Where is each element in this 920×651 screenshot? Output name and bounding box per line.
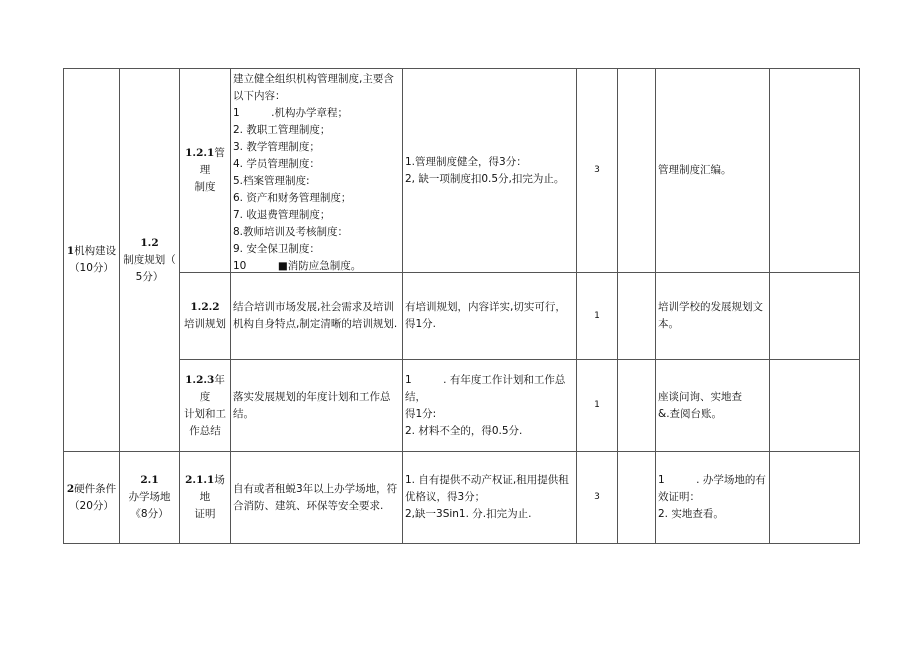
- item-code: 1.2.3: [185, 373, 215, 386]
- content-lines: [233, 71, 400, 271]
- item-name: 场地: [199, 474, 225, 503]
- evaluation-table: [63, 68, 860, 544]
- item-code: 1.2.1: [185, 147, 215, 159]
- method-cell: [656, 273, 770, 360]
- content-line: 以下内容：: [233, 90, 286, 102]
- criteria-cell: [403, 452, 577, 544]
- criteria-line: 优格议，得3分；: [405, 491, 486, 503]
- table-row: [64, 69, 860, 273]
- category-score: （10分）: [69, 262, 114, 274]
- content-line: 9. 安全保卫制度：: [233, 243, 320, 255]
- item-name: 管理: [199, 147, 225, 176]
- item-name: 年度: [199, 373, 225, 403]
- method-cell: [656, 452, 770, 544]
- subcategory-label: 制度规划（: [123, 253, 176, 266]
- subcategory-cell: [120, 452, 180, 544]
- content-line: 3. 教学管理制度；: [233, 141, 320, 153]
- content-line: 建立健全组织机构管理制度,主要含: [233, 73, 394, 85]
- criteria-cell: [403, 69, 577, 273]
- item-code: 2.1.1: [185, 474, 215, 486]
- subcategory-label: 办学场地: [128, 491, 171, 503]
- blank-cell: [618, 273, 656, 360]
- criteria-line: 得1分:: [405, 407, 437, 420]
- blank-cell: [618, 69, 656, 273]
- criteria-line: 1.管理制度健全，得3分：: [405, 155, 527, 168]
- method-line: 座谈问询、实地查: [658, 390, 742, 403]
- item-cell: [180, 452, 231, 544]
- criteria-line: 2, 缺一项制度扣0.5分,扣完为止。: [405, 172, 565, 185]
- content-text: 结合培训市场发展,社会需求及培训机构自身特点,制定清晰的培训规划.: [233, 301, 398, 330]
- subcategory-score: 5分）: [135, 270, 164, 283]
- blank-cell: [618, 452, 656, 544]
- table-row: [64, 360, 860, 452]
- content-line: 5.档案管理制度:: [233, 175, 310, 187]
- category-label: 机构建设: [74, 245, 117, 257]
- table-row: [64, 273, 860, 360]
- content-line: 10 ■消防应急制度。: [233, 260, 362, 271]
- content-line: 7. 收退费管理制度；: [233, 209, 331, 221]
- content-line: 8.教师培训及考核制度：: [233, 226, 349, 238]
- item-name-cont: 证明: [194, 508, 216, 520]
- subcategory-cell: [120, 69, 180, 452]
- method-text: 培训学校的发展规划文本。: [658, 301, 763, 330]
- blank-cell: [618, 360, 656, 452]
- criteria-text: 有培训规划，内容详实,切实可行，得1分.: [405, 301, 566, 330]
- item-name-cont: 制度: [194, 181, 216, 193]
- item-name: 培训规划: [184, 318, 226, 330]
- table-row: [64, 452, 860, 544]
- item-cell: [180, 360, 231, 452]
- subcategory-score: 《8分）: [130, 508, 169, 520]
- criteria-line: 1. 自有提供不动产权证,租用提供租: [405, 474, 569, 486]
- subcategory-code: 2.1: [140, 474, 159, 486]
- subcategory-code: 1.2: [140, 236, 159, 249]
- criteria-line: 2,缺一3Sin1. 分.扣完为止.: [405, 508, 532, 520]
- criteria-cell: [403, 360, 577, 452]
- content-text: 自有或者租蜕3年以上办学场地，符合消防、建筑、环保等安全要求.: [233, 482, 398, 512]
- item-cell: [180, 273, 231, 360]
- content-cell: [231, 273, 403, 360]
- method-line: 2. 实地查看。: [658, 508, 724, 520]
- item-name-cont: 作总结: [189, 424, 221, 437]
- blank-cell: [770, 452, 860, 544]
- content-cell: [231, 69, 403, 273]
- content-line: 4. 学员管理制度：: [233, 158, 320, 170]
- content-cell: [231, 452, 403, 544]
- criteria-cell: [403, 273, 577, 360]
- content-text: 落实发展规划的年度计划和工作总结。: [233, 390, 391, 420]
- method-line: &.查阅台账。: [658, 407, 723, 420]
- method-line: 效证明：: [658, 491, 700, 503]
- item-code: 1.2.2: [190, 301, 220, 313]
- content-line: 1 .机构办学章程；: [233, 107, 349, 119]
- content-cell: [231, 360, 403, 452]
- blank-cell: [770, 273, 860, 360]
- method-cell: 管理制度汇编。: [656, 69, 770, 273]
- score-cell: 3: [577, 69, 618, 273]
- blank-cell: [770, 360, 860, 452]
- item-name-cont: 计划和工: [184, 407, 226, 420]
- score-cell: 3: [577, 452, 618, 544]
- score-cell: 1: [577, 360, 618, 452]
- category-score: （20分）: [69, 499, 114, 512]
- category-code: 2: [66, 482, 75, 495]
- category-cell: [64, 452, 120, 544]
- criteria-line: 2. 材料不全的，得0.5分.: [405, 424, 523, 437]
- category-cell: [64, 69, 120, 452]
- category-label: 硬件条件: [74, 482, 117, 495]
- category-code: 1: [66, 245, 75, 257]
- criteria-line: 结，: [405, 390, 426, 403]
- content-line: 6. 资产和财务管理制度；: [233, 192, 352, 204]
- method-cell: [656, 360, 770, 452]
- blank-cell: [770, 69, 860, 273]
- content-line: 2. 教职工管理制度；: [233, 124, 331, 136]
- item-cell: [180, 69, 231, 273]
- criteria-line: 1 . 有年度工作计划和工作总: [405, 373, 566, 386]
- score-cell: 1: [577, 273, 618, 360]
- method-line: 1 . 办学场地的有: [658, 474, 766, 486]
